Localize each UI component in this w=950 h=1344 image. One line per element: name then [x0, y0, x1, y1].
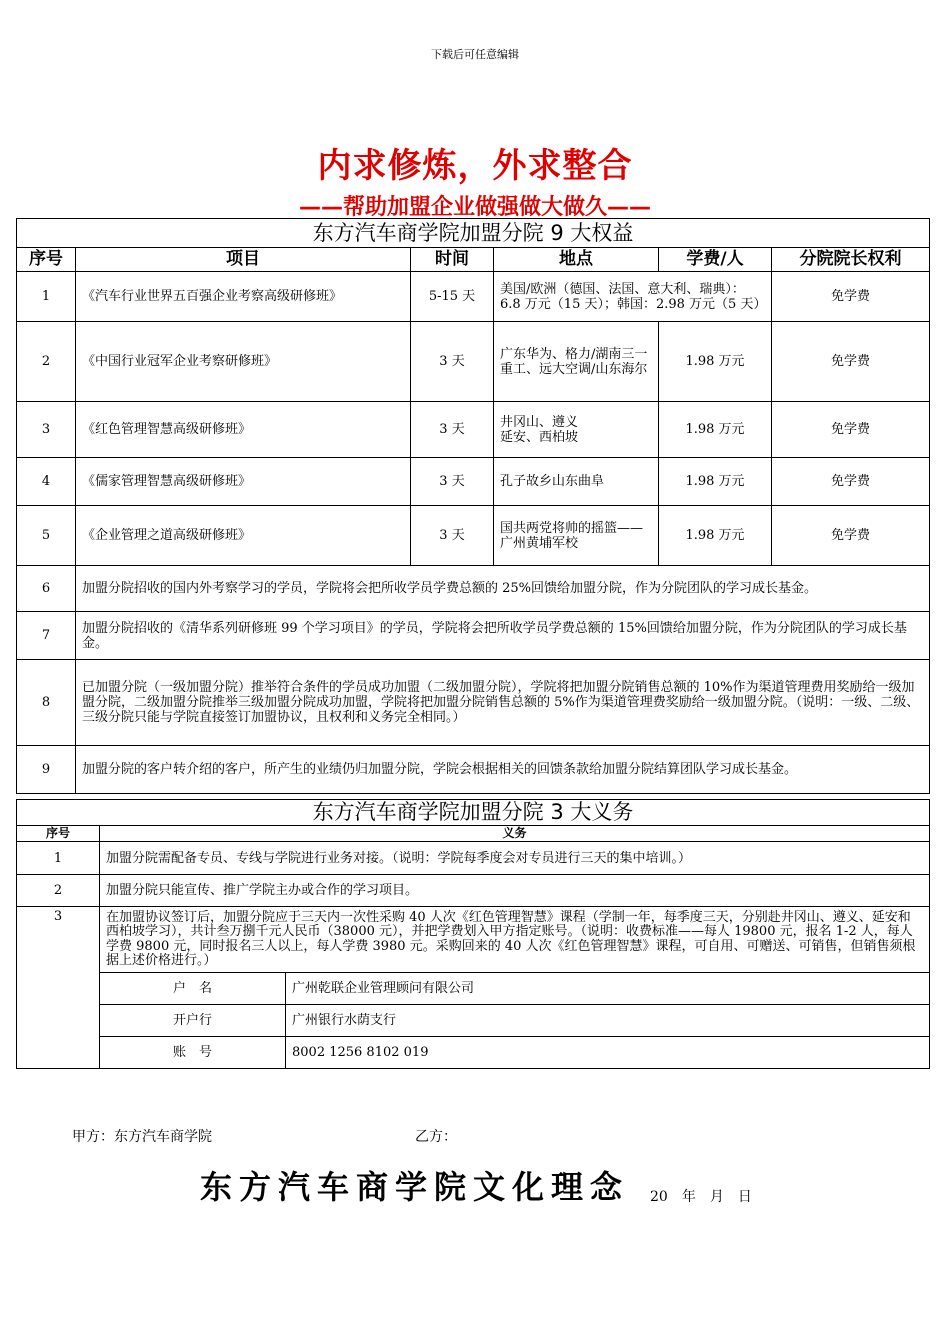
table-row: [17, 566, 930, 612]
row-text: 加盟分院招收的国内外考察学习的学员，学院将会把所收学员学费总额的 25%回馈给加盟分院，作为分院团队的学习成长基金。: [76, 566, 930, 612]
row-text: 加盟分院只能宣传、推广学院主办或合作的学习项目。: [100, 875, 930, 907]
row-time: 3 天: [411, 322, 494, 402]
page-note: 下载后可任意编辑: [431, 48, 519, 61]
bank-row: [17, 973, 930, 1005]
row-right: 免学费: [772, 458, 930, 506]
row-right: 免学费: [772, 272, 930, 322]
table-row: [17, 272, 930, 322]
table-row: [17, 907, 930, 973]
culture-title: 东方汽车商学院文化理念: [200, 1168, 630, 1206]
bank-value: 8002 1256 8102 019: [286, 1037, 930, 1069]
rights-table: [16, 218, 930, 794]
bank-row: [17, 1005, 930, 1037]
col-no: 序号: [17, 248, 76, 272]
table-row: [17, 660, 930, 746]
row-no: 9: [17, 746, 76, 794]
table-row: [17, 746, 930, 794]
table-row: [17, 322, 930, 402]
row-fee: 1.98 万元: [659, 322, 772, 402]
row-time: 3 天: [411, 402, 494, 458]
party-a: 甲方：东方汽车商学院: [72, 1129, 212, 1145]
col-place: 地点: [494, 248, 659, 272]
rights-heading: 东方汽车商学院加盟分院 9 大权益: [17, 219, 930, 248]
row-fee: 1.98 万元: [659, 506, 772, 566]
bank-row: [17, 1037, 930, 1069]
row-no: 3: [17, 402, 76, 458]
row-place: 孔子故乡山东曲阜: [494, 458, 659, 506]
col-time: 时间: [411, 248, 494, 272]
row-no: 2: [17, 322, 76, 402]
row-time: 3 天: [411, 506, 494, 566]
row-no: 4: [17, 458, 76, 506]
table-row: [17, 506, 930, 566]
row-no: 5: [17, 506, 76, 566]
table-row: [17, 612, 930, 660]
col-right: 分院院长权利: [772, 248, 930, 272]
row-text: 加盟分院需配备专员、专线与学院进行业务对接。（说明：学院每季度会对专员进行三天的集中培训。）: [100, 842, 930, 875]
row-item: 《企业管理之道高级研修班》: [76, 506, 411, 566]
row-item: 《红色管理智慧高级研修班》: [76, 402, 411, 458]
row-no: 1: [17, 842, 100, 875]
bank-label: 户 名: [100, 973, 286, 1005]
row-text: 加盟分院招收的《清华系列研修班 99 个学习项目》的学员，学院将会把所收学员学费总额的 15%回馈给加盟分院，作为分院团队的学习成长基金。: [76, 612, 930, 660]
row-item: 《中国行业冠军企业考察研修班》: [76, 322, 411, 402]
page-title: 内求修炼，外求整合: [317, 146, 633, 186]
row-place: 国共两党将帅的摇篮——广州黄埔军校: [494, 506, 659, 566]
row-no: 1: [17, 272, 76, 322]
col-fee: 学费/人: [659, 248, 772, 272]
row-no: 8: [17, 660, 76, 746]
page-subtitle: ——帮助加盟企业做强做大做久——: [298, 195, 651, 220]
row-text: 在加盟协议签订后，加盟分院应于三天内一次性采购 40 人次《红色管理智慧》课程（学制一年，每季度三天，分别赴井冈山、遵义、延安和西柏坡学习），共计叁万捌千元人民币（38000 元），并把学费划入甲方指定账号。（说明：收费标准——每人 19800 元，报名 1-2 人，每人学费 9800 元，同时报名三人以上，每人学费 3980 元。采购回来的 40 人次《红色管理智慧》课程，可自用、可赠送、可销售，但销售须根据上述价格进行。）: [100, 907, 930, 973]
duties-heading: 东方汽车商学院加盟分院 3 大义务: [17, 800, 930, 826]
row-right: 免学费: [772, 402, 930, 458]
row-text: 已加盟分院（一级加盟分院）推举符合条件的学员成功加盟（二级加盟分院），学院将把加盟分院销售总额的 10%作为渠道管理费用奖励给一级加盟分院，二级加盟分院推举三级加盟分院成功加盟，学院将把加盟分院销售总额的 5%作为渠道管理费奖励给一级加盟分院。（说明：一级、二级、三级分院只能与学院直接签订加盟协议，且权利和义务完全相同。）: [76, 660, 930, 746]
row-item: 《汽车行业世界五百强企业考察高级研修班》: [76, 272, 411, 322]
col-item: 项目: [76, 248, 411, 272]
row-time: 5-15 天: [411, 272, 494, 322]
bank-label: 账 号: [100, 1037, 286, 1069]
table-row: [17, 402, 930, 458]
date-line: 20 年 月 日: [650, 1189, 752, 1205]
row-time: 3 天: [411, 458, 494, 506]
row-place: 美国/欧洲（德国、法国、意大利、瑞典）：6.8 万元（15 天）；韩国：2.98 万元（5 天）: [494, 272, 772, 322]
row-text: 加盟分院的客户转介绍的客户，所产生的业绩仍归加盟分院，学院会根据相关的回馈条款给加盟分院结算团队学习成长基金。: [76, 746, 930, 794]
bank-value: 广州银行水荫支行: [286, 1005, 930, 1037]
row-right: 免学费: [772, 322, 930, 402]
duties-table: [16, 799, 930, 1069]
col-no: 序号: [17, 826, 100, 842]
row-item: 《儒家管理智慧高级研修班》: [76, 458, 411, 506]
row-no: 7: [17, 612, 76, 660]
row-no: 3: [17, 907, 100, 1069]
party-b: 乙方：: [415, 1129, 457, 1145]
table-row: [17, 842, 930, 875]
row-place: 广东华为、格力/湖南三一重工、远大空调/山东海尔: [494, 322, 659, 402]
bank-label: 开户行: [100, 1005, 286, 1037]
row-no: 6: [17, 566, 76, 612]
col-duty: 义务: [100, 826, 930, 842]
row-no: 2: [17, 875, 100, 907]
row-fee: 1.98 万元: [659, 458, 772, 506]
table-row: [17, 458, 930, 506]
row-fee: 1.98 万元: [659, 402, 772, 458]
table-row: [17, 875, 930, 907]
bank-value: 广州乾联企业管理顾问有限公司: [286, 973, 930, 1005]
row-right: 免学费: [772, 506, 930, 566]
row-place: 井冈山、遵义 延安、西柏坡: [494, 402, 659, 458]
